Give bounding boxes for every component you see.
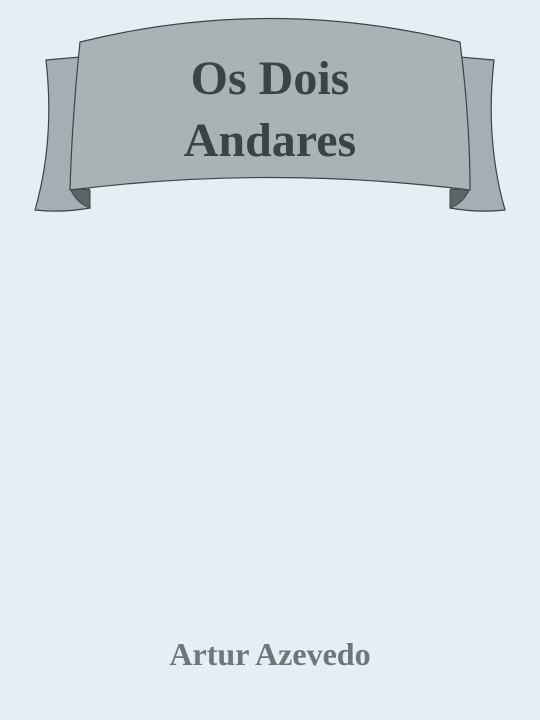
book-title-line-2: Andares: [183, 114, 357, 167]
book-author: Artur Azevedo: [169, 636, 371, 672]
title-banner: [0, 0, 540, 230]
book-title: [80, 48, 460, 172]
book-title-line-1: Os Dois: [190, 52, 350, 105]
